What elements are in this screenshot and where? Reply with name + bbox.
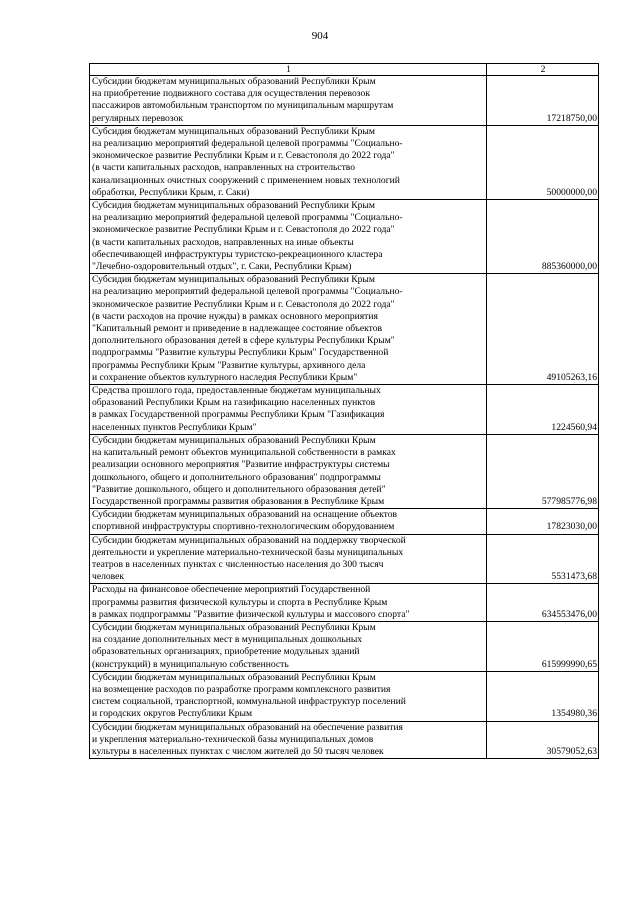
table-row xyxy=(90,274,599,385)
column-header-description: 1 xyxy=(90,64,487,76)
row-amount: 5531473,68 xyxy=(487,534,599,584)
table-row xyxy=(90,534,599,584)
row-description: Субсидии бюджетам муниципальных образований Республики Крым на приобретение подвижного состава для осуществления перевозок пассажиров автомобильным транспортом по муниципальным маршрутам регулярных перевозок xyxy=(90,76,487,126)
table-row xyxy=(90,200,599,274)
row-amount: 634553476,00 xyxy=(487,584,599,622)
table-row xyxy=(90,125,599,199)
row-amount: 50000000,00 xyxy=(487,125,599,199)
row-amount: 885360000,00 xyxy=(487,200,599,274)
row-amount: 49105263,16 xyxy=(487,274,599,385)
table-row xyxy=(90,509,599,534)
table-header xyxy=(90,64,599,76)
table-row xyxy=(90,76,599,126)
table-row xyxy=(90,434,599,508)
row-description: Субсидия бюджетам муниципальных образований Республики Крым на реализацию мероприятий федеральной целевой программы "Социально- экономическое развитие Республики Крым и г. Севастополя до 2022 года" (в части капитальных расходов, направленных на иные объекты обеспечивающей инфраструктуры туристско-рекреационного кластера "Лечебно-оздоровительный отдых", г. Саки, Республики Крым) xyxy=(90,200,487,274)
row-description: Субсидии бюджетам муниципальных образований на поддержку творческой деятельности и укрепление материально-технической базы муниципальных театров в населенных пунктах с численностью населения до 300 тысяч человек xyxy=(90,534,487,584)
row-description: Средства прошлого года, предоставленные бюджетам муниципальных образований Республики Крым на газификацию населенных пунктов в рамках Государственной программы Республики Крым "Газификация населенных пунктов Республики Крым" xyxy=(90,385,487,435)
table-row xyxy=(90,584,599,622)
budget-table xyxy=(89,63,599,759)
row-amount: 577985776,98 xyxy=(487,434,599,508)
row-amount: 1354980,36 xyxy=(487,671,599,721)
row-amount: 30579052,63 xyxy=(487,721,599,759)
table-row xyxy=(90,385,599,435)
page-number: 904 xyxy=(311,30,329,42)
row-description: Субсидии бюджетам муниципальных образований на обеспечение развития и укрепления материально-технической базы муниципальных домов культуры в населенных пунктах с числом жителей до 50 тысяч человек xyxy=(90,721,487,759)
row-description: Субсидии бюджетам муниципальных образований на оснащение объектов спортивной инфраструктуры спортивно-технологическим оборудованием xyxy=(90,509,487,534)
row-description: Субсидия бюджетам муниципальных образований Республики Крым на реализацию мероприятий федеральной целевой программы "Социально- экономическое развитие Республики Крым и г. Севастополя до 2022 года" (в части капитальных расходов, направленных на строительство канализационных очистных сооружений с применением новых технологий обработки, Республики Крым, г. Саки) xyxy=(90,125,487,199)
row-description: Субсидии бюджетам муниципальных образований Республики Крым на капитальный ремонт объектов муниципальной собственности в рамках реализации основного мероприятия "Развитие инфраструктуры системы дошкольного, общего и дополнительного образования" подпрограммы "Развитие дошкольного, общего и дополнительного образования детей" Государственной программы развития образования в Республике Крым xyxy=(90,434,487,508)
table-row xyxy=(90,721,599,759)
row-amount: 1224560,94 xyxy=(487,385,599,435)
table-row xyxy=(90,621,599,671)
table-row xyxy=(90,671,599,721)
row-description: Расходы на финансовое обеспечение мероприятий Государственной программы развития физической культуры и спорта в Республике Крым в рамках подпрограммы "Развитие физической культуры и массового спорта" xyxy=(90,584,487,622)
row-description: Субсидия бюджетам муниципальных образований Республики Крым на реализацию мероприятий федеральной целевой программы "Социально- экономическое развитие Республики Крым и г. Севастополя до 2022 года" (в части расходов на прочие нужды) в рамках основного мероприятия "Капитальный ремонт и приведение в надлежащее состояние объектов дополнительного образования детей в сфере культуры Республики Крым" подпрограммы "Развитие культуры Республики Крым" Государственной программы Республики Крым "Развитие культуры, архивного дела и сохранение объектов культурного наследия Республики Крым" xyxy=(90,274,487,385)
row-description: Субсидии бюджетам муниципальных образований Республики Крым на создание дополнительных мест в муниципальных дошкольных образовательных организациях, приобретение модульных зданий (конструкций) в муниципальную собственность xyxy=(90,621,487,671)
row-amount: 17823030,00 xyxy=(487,509,599,534)
row-amount: 17218750,00 xyxy=(487,76,599,126)
header-row xyxy=(90,64,599,76)
row-amount: 615999990,65 xyxy=(487,621,599,671)
table-body xyxy=(90,76,599,759)
column-header-amount: 2 xyxy=(487,64,599,76)
row-description: Субсидии бюджетам муниципальных образований Республики Крым на возмещение расходов по разработке программ комплексного развития систем социальной, транспортной, коммунальной инфраструктур поселений и городских округов Республики Крым xyxy=(90,671,487,721)
